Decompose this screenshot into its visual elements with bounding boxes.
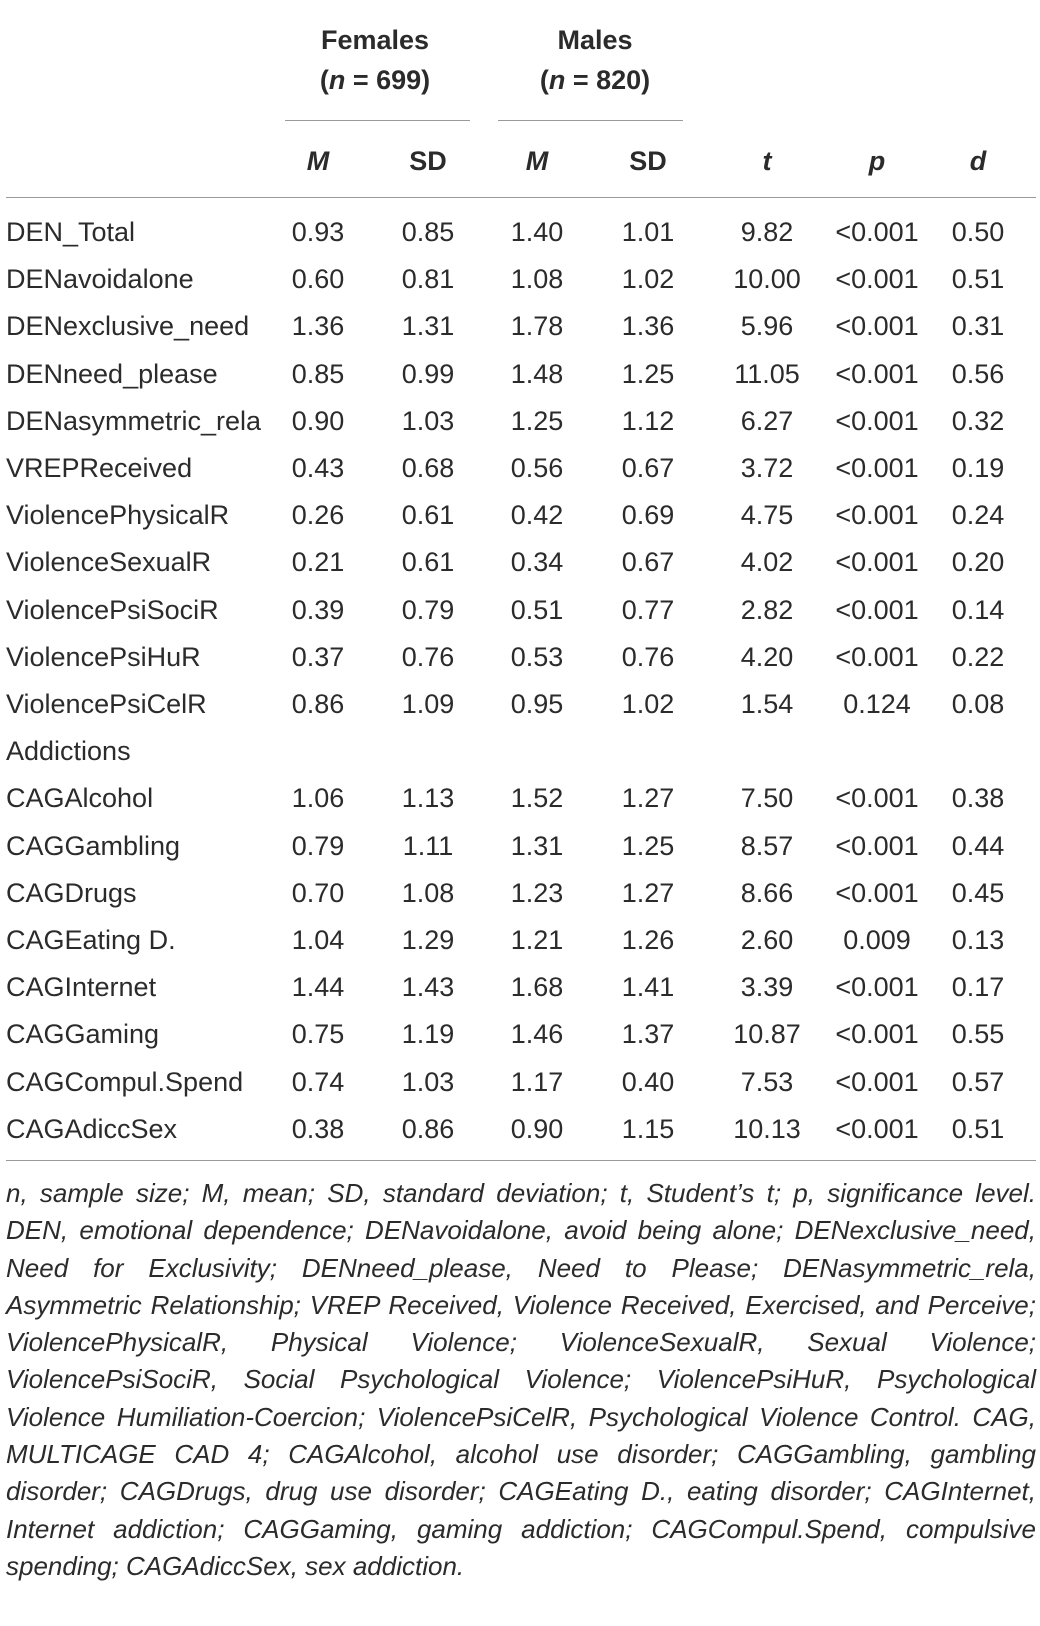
table-cell: 1.25 [510,405,564,436]
column-header-m-males: M [525,146,549,176]
column-header-sd-males: SD [629,146,667,176]
table-cell: 10.00 [733,264,801,295]
table-cell: <0.001 [835,877,919,908]
table-cell: 0.75 [291,1019,345,1050]
row-label: ViolencePhysicalR [6,500,230,531]
table-cell: 1.25 [621,830,675,861]
table-cell: 0.124 [843,689,911,719]
table-cell: 0.61 [401,547,455,578]
table-cell: 0.69 [621,500,675,531]
table-cell: 1.02 [621,689,675,719]
table-cell: 1.27 [621,783,675,814]
table-footnote: n, sample size; M, mean; SD, standard deviation; t, Student’s t; p, significance level. DEN, emotional dependence; DENavoidalone, avoid being alone; DENexclusive_need, Need for Exclusivity; DENneed_please, Need to Please; DENasymmetric_rela, Asymmetric Relationship; VREP Received, Violence Received, Exercised, and Perceive; ViolencePhysicalR, Physical Violence; ViolenceSexualR, Sexual Violence; ViolencePsiSociR, Social Psychological Violence; ViolencePsiHuR, Psychological Violence Humiliation-Coercion; ViolencePsiCelR, Psychological Violence Control. CAG, MULTICAGE CAD 4; CAGAlcohol, alcohol use disorder; CAGGambling, gambling disorder; CAGDrugs, drug use disorder; CAGEating D., eating disorder; CAGInternet, Internet addiction; CAGGaming, gaming addiction; CAGCompul.Spend, compulsive spending; CAGAdiccSex, sex addiction. [6,1178,1036,1581]
column-header-p: p [868,146,886,176]
table-cell: 0.32 [951,405,1005,436]
bottom-rule [6,1160,1036,1161]
table-row [0,209,1040,256]
table-cell: 0.009 [843,925,911,955]
table-cell: 0.39 [291,594,345,625]
row-label: DENavoidalone [6,264,194,295]
table-cell: 1.46 [510,1019,564,1050]
table-cell: 0.14 [951,594,1005,625]
group-sample-size: (n = 699) [319,65,431,95]
table-cell: 1.48 [510,358,564,389]
table-cell: 0.56 [951,358,1005,389]
table-cell: 0.45 [951,877,1005,908]
table-cell: 1.06 [291,783,345,814]
table-cell: 0.67 [621,547,675,578]
table-cell: 0.20 [951,547,1005,578]
row-label: Addictions [6,736,131,767]
row-label: CAGEating D. [6,925,176,955]
table-cell: 3.72 [740,453,794,483]
table-cell: 0.95 [510,689,564,719]
table-cell: 0.86 [291,689,345,719]
table-row [0,492,1040,539]
table-row [0,634,1040,681]
table-cell: <0.001 [835,1019,919,1050]
table-cell: 1.31 [401,311,455,342]
table-cell: 0.86 [401,1113,455,1144]
table-cell: 0.24 [951,500,1005,531]
table-cell: 1.44 [291,972,345,1003]
row-label: CAGGambling [6,830,181,861]
table-cell: 0.26 [291,500,345,531]
table-row [0,823,1040,870]
header-rule [6,197,1036,198]
table-cell: 1.02 [621,264,675,295]
table-cell: 1.04 [291,925,345,955]
row-label: ViolenceSexualR [6,547,212,578]
table-row [0,1011,1040,1058]
table-cell: 0.61 [401,500,455,531]
table-cell: 0.22 [951,641,1005,672]
table-cell: 1.37 [621,1019,675,1050]
row-label: ViolencePsiCelR [6,689,207,719]
table-cell: 1.19 [401,1019,455,1050]
table-cell: 0.21 [291,547,345,578]
group-rule-females [285,120,470,121]
table-cell: 0.56 [510,453,564,483]
table-row [0,964,1040,1011]
row-label: CAGAdiccSex [6,1113,178,1144]
table-cell: 0.31 [951,311,1005,342]
table-cell: 0.13 [951,925,1005,955]
table-cell: 0.79 [401,594,455,625]
table-cell: 8.57 [740,830,794,861]
table-row [0,728,1040,775]
table-cell: <0.001 [835,453,919,483]
table-cell: 1.36 [291,311,345,342]
table-row [0,398,1040,445]
table-cell: 1.78 [510,311,564,342]
row-label: DENasymmetric_rela [6,405,262,436]
table-cell: <0.001 [835,972,919,1003]
group-label: Males [557,25,633,55]
table-cell: 0.85 [291,358,345,389]
table-cell: 0.85 [401,217,455,247]
table-row [0,303,1040,350]
table-cell: 0.42 [510,500,564,531]
table-cell: 1.41 [621,972,675,1003]
row-label: DENexclusive_need [6,311,250,342]
table-cell: 7.53 [740,1066,794,1097]
column-header-d: d [969,146,987,176]
table-cell: 1.17 [510,1066,564,1097]
table-cell: 2.82 [740,594,794,625]
table-cell: 1.15 [621,1113,675,1144]
table-cell: 0.19 [951,453,1005,483]
table-cell: 0.51 [951,264,1005,295]
table-row [0,539,1040,586]
table-cell: <0.001 [835,594,919,625]
table-cell: <0.001 [835,405,919,436]
table-row [0,587,1040,634]
table-cell: 0.93 [291,217,345,247]
table-cell: 8.66 [740,877,794,908]
table-cell: 1.29 [401,925,455,955]
column-header-m-females: M [306,146,330,176]
table-cell: 2.60 [740,925,794,955]
row-label: CAGGaming [6,1019,160,1050]
table-cell: 0.38 [291,1113,345,1144]
table-cell: 0.53 [510,641,564,672]
table-cell: 1.08 [401,877,455,908]
table-cell: 1.26 [621,925,675,955]
table-cell: <0.001 [835,358,919,389]
table-cell: 0.34 [510,547,564,578]
table-cell: 1.03 [401,405,455,436]
table-cell: 5.96 [740,311,794,342]
table-cell: 7.50 [740,783,794,814]
table-row [0,775,1040,822]
table-cell: 1.01 [621,217,675,247]
table-cell: <0.001 [835,783,919,814]
table-cell: 4.02 [740,547,794,578]
table-cell: 1.23 [510,877,564,908]
row-label: DENneed_please [6,358,218,389]
row-label: CAGCompul.Spend [6,1066,244,1097]
row-label: VREPReceived [6,453,193,483]
table-cell: <0.001 [835,547,919,578]
row-label: CAGAlcohol [6,783,154,814]
group-header-females [290,20,460,100]
table-cell: 0.76 [401,641,455,672]
table-cell: <0.001 [835,830,919,861]
table-cell: 0.51 [951,1113,1005,1144]
column-header-sd-females: SD [409,146,447,176]
table-cell: 1.25 [621,358,675,389]
table-cell: 1.11 [402,830,454,861]
table-cell: <0.001 [835,1113,919,1144]
table-row [0,256,1040,303]
table-row [0,1059,1040,1106]
table-cell: 1.13 [401,783,455,814]
table-row [0,1106,1040,1153]
table-cell: 4.75 [740,500,794,531]
table-cell: 0.08 [951,689,1005,719]
table-cell: 11.05 [734,358,800,389]
table-cell: 1.31 [510,830,564,861]
table-cell: 10.87 [733,1019,801,1050]
group-header-males [510,20,680,100]
table-cell: 0.60 [291,264,345,295]
table-cell: 1.40 [510,217,564,247]
table-cell: 0.90 [291,405,345,436]
table-cell: 0.40 [621,1066,675,1097]
group-rule-males [498,120,683,121]
table-cell: 1.21 [510,925,564,955]
table-row [0,917,1040,964]
group-label: Females [320,25,430,55]
table-cell: 1.52 [510,783,564,814]
table-cell: <0.001 [835,641,919,672]
table-cell: 0.44 [951,830,1005,861]
table-cell: 1.09 [401,689,455,719]
column-header-t: t [762,146,772,176]
table-cell: 1.43 [401,972,455,1003]
table-cell: 10.13 [733,1113,801,1144]
row-label: CAGDrugs [6,877,137,908]
table-cell: 3.39 [740,972,794,1003]
table-cell: 0.37 [291,641,345,672]
table-cell: <0.001 [835,311,919,342]
table-cell: 1.68 [510,972,564,1003]
table-cell: <0.001 [835,217,919,247]
table-cell: 0.81 [401,264,455,295]
table-cell: 0.51 [510,594,564,625]
table-cell: <0.001 [835,264,919,295]
table-cell: 0.38 [951,783,1005,814]
table-cell: 0.68 [401,453,455,483]
table-cell: 0.79 [291,830,345,861]
table-cell: 1.03 [401,1066,455,1097]
table-cell: 0.70 [291,877,345,908]
table-cell: 1.08 [510,264,564,295]
table-cell: 1.36 [621,311,675,342]
table-cell: 0.76 [621,641,675,672]
row-label: CAGInternet [6,972,157,1003]
table-cell: 0.17 [951,972,1005,1003]
table-cell: 0.55 [951,1019,1005,1050]
table-cell: 0.43 [291,453,345,483]
table-cell: 4.20 [740,641,794,672]
table-cell: 0.99 [401,358,455,389]
table-cell: 0.50 [951,217,1005,247]
table-row [0,681,1040,728]
table-cell: 1.12 [621,405,675,436]
table-cell: 0.90 [510,1113,564,1144]
table-row [0,870,1040,917]
row-label: DEN_Total [6,217,136,247]
table-cell: 0.67 [621,453,675,483]
table-cell: 0.57 [951,1066,1005,1097]
group-sample-size: (n = 820) [539,65,651,95]
table-cell: <0.001 [835,1066,919,1097]
table-cell: 0.77 [621,594,675,625]
table-cell: 9.82 [740,217,794,247]
table-cell: <0.001 [835,500,919,531]
row-label: ViolencePsiHuR [6,641,201,672]
table-cell: 6.27 [740,405,794,436]
table-cell: 1.54 [740,689,794,719]
table-row [0,445,1040,492]
table-cell: 1.27 [621,877,675,908]
table-cell: 0.74 [291,1066,345,1097]
table-row [0,351,1040,398]
row-label: ViolencePsiSociR [6,594,219,625]
